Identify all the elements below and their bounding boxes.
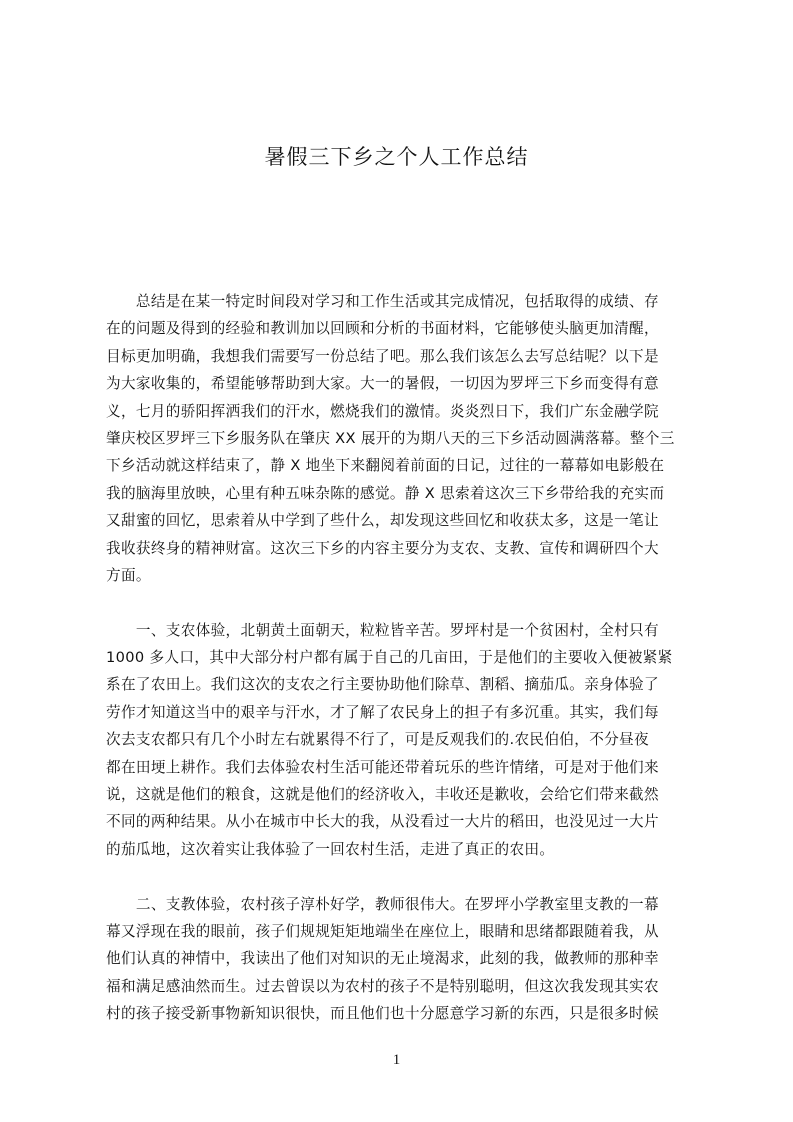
text-line: 我收获终身的精神财富。这次三下乡的内容主要分为支农、支教、宣传和调研四个大 xyxy=(106,539,659,557)
text-line: 都在田埂上耕作。我们去体验农村生活可能还带着玩乐的些许情绪，可是对于他们来 xyxy=(106,758,659,776)
text-line: 不同的两种结果。从小在城市中长大的我，从没看过一大片的稻田，也没见过一大片 xyxy=(106,813,659,831)
text-line: 劳作才知道这当中的艰辛与汗水，才了解了农民身上的担子有多沉重。其实，我们每 xyxy=(106,703,659,721)
text-line: 福和满足感油然而生。过去曾误以为农村的孩子不是特别聪明，但这次我发现其实农 xyxy=(106,977,659,995)
text-line: 他们认真的神情中，我读出了他们对知识的无止境渴求，此刻的我，做教师的那种幸 xyxy=(106,950,659,968)
paragraph-gap xyxy=(106,589,698,616)
text-line: 总结是在某一特定时间段对学习和工作生活或其完成情况，包括取得的成绩、存 xyxy=(106,293,659,310)
text-line: 肇庆校区罗坪三下乡服务队在肇庆 XX 展开的为期八天的三下乡活动圆满落幕。整个三 xyxy=(106,429,675,447)
text-line: 1000 多人口，其中大部分村户都有属于自己的几亩田，于是他们的主要收入便被紧紧 xyxy=(106,649,673,667)
paragraph-gap xyxy=(106,863,698,890)
text-line: 二、支教体验，农村孩子淳朴好学，教师很伟大。在罗坪小学教室里支教的一幕 xyxy=(106,895,659,913)
text-line: 下乡活动就这样结束了，静 X 地坐下来翻阅着前面的日记，过往的一幕幕如电影般在 xyxy=(106,457,665,475)
text-line: 我的脑海里放映，心里有种五味杂陈的感觉。静 X 思索着这次三下乡带给我的充实而 xyxy=(106,484,665,502)
text-line: 幕又浮现在我的眼前，孩子们规规矩矩地端坐在座位上，眼睛和思绪都跟随着我，从 xyxy=(106,922,659,940)
text-line: 的茄瓜地，这次着实让我体验了一回农村生活，走进了真正的农田。 xyxy=(106,840,555,858)
document-title: 暑假三下乡之个人工作总结 xyxy=(264,145,529,169)
text-line: 系在了农田上。我们这次的支农之行主要协助他们除草、割稻、摘茄瓜。亲身体验了 xyxy=(106,676,659,694)
text-line: 又甜蜜的回忆，思索着从中学到了些什么，却发现这些回忆和收获太多，这是一笔让 xyxy=(106,512,659,530)
text-line: 次去支农都只有几个小时左右就累得不行了，可是反观我们的.农民伯伯，不分昼夜 xyxy=(106,731,649,749)
text-line: 说，这就是他们的粮食，这就是他们的经济收入，丰收还是歉收，会给它们带来截然 xyxy=(106,786,659,804)
text-line: 目标更加明确，我想我们需要写一份总结了吧。那么我们该怎么去写总结呢？以下是 xyxy=(106,347,659,365)
document-body xyxy=(106,288,698,1028)
text-line: 为大家收集的，希望能够帮助到大家。大一的暑假，一切因为罗坪三下乡而变得有意 xyxy=(106,375,659,393)
text-line: 村的孩子接受新事物新知识很快，而且他们也十分愿意学习新的东西，只是很多时候 xyxy=(106,1005,659,1023)
text-line: 在的问题及得到的经验和教训加以回顾和分析的书面材料，它能够使头脑更加清醒， xyxy=(106,320,659,338)
text-line: 义，七月的骄阳挥洒我们的汗水，燃烧我们的激情。炎炎烈日下，我们广东金融学院 xyxy=(106,402,659,420)
paragraph-teaching xyxy=(106,891,698,1028)
paragraph-farming xyxy=(106,617,698,864)
paragraph-intro xyxy=(106,288,698,589)
text-line: 方面。 xyxy=(106,566,151,584)
text-line: 一、支农体验，北朝黄土面朝天，粒粒皆辛苦。罗坪村是一个贫困村，全村只有 xyxy=(106,621,659,639)
page-number: 1 xyxy=(392,1052,401,1068)
